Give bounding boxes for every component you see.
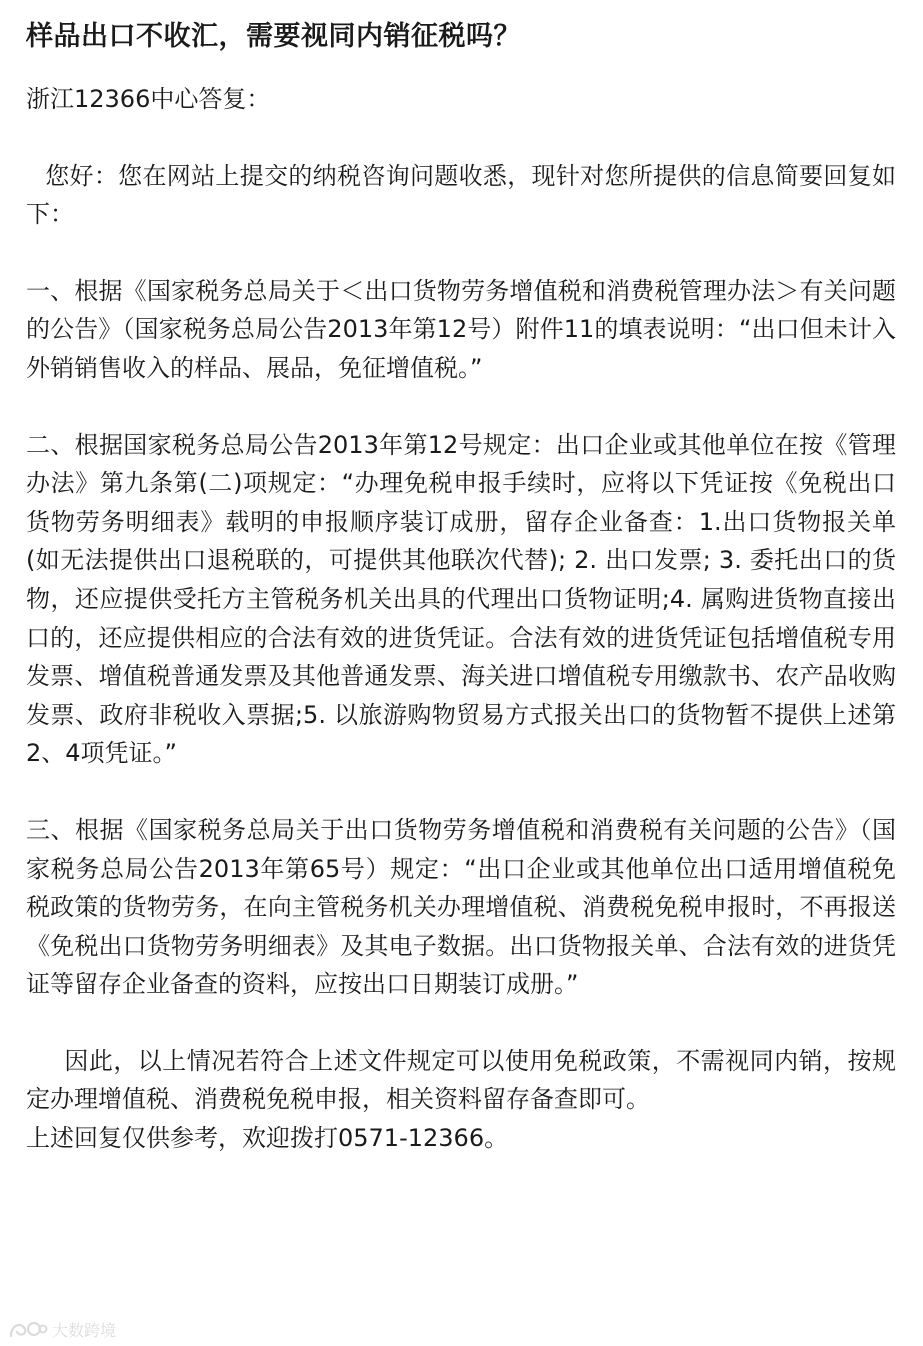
point-1-paragraph: 一、根据《国家税务总局关于＜出口货物劳务增值税和消费税管理办法＞有关问题的公告》（国家税务总局公告2013年第12号）附件11的填表说明：“出口但未计入外销销售收入的样品、展品，免征增值税。” bbox=[26, 276, 896, 382]
source-line: 浙江12366中心答复： bbox=[26, 85, 271, 113]
brand-logo-icon bbox=[8, 1318, 48, 1340]
point-2-paragraph: 二、根据国家税务总局公告2013年第12号规定：出口企业或其他单位在按《管理办法》第九条第(二)项规定：“办理免税申报手续时，应将以下凭证按《免税出口货物劳务明细表》载明的申报顺序装订成册，留存企业备查：1.出口货物报关单(如无法提供出口退税联的，可提供其他联次代替); 2. 出口发票; 3. 委托出口的货物，还应提供受托方主管税务机关出具的代理出口货物证明;4. 属购进货物直接出口的，还应提供相应的合法有效的进货凭证。合法有效的进货凭证包括增值税专用发票、增值税普通发票及其他普通发票、海关进口增值税专用缴款书、农产品收购发票、政府非税收入票据;5. 以旅游购物贸易方式报关出口的货物暂不提供上述第2、4项凭证。” bbox=[26, 430, 896, 768]
watermark bbox=[8, 1316, 116, 1342]
conclusion-paragraph: 因此，以上情况若符合上述文件规定可以使用免税政策，不需视同内销，按规定办理增值税、消费税免税申报，相关资料留存备查即可。 bbox=[26, 1046, 896, 1114]
spacer bbox=[26, 1004, 896, 1042]
watermark-text: 大数跨境 bbox=[52, 1320, 117, 1340]
greeting-paragraph: 您好：您在网站上提交的纳税咨询问题收悉，现针对您所提供的信息简要回复如下： bbox=[26, 161, 896, 229]
spacer bbox=[26, 119, 896, 157]
article-title: 样品出口不收汇，需要视同内销征税吗？ bbox=[26, 21, 521, 52]
spacer bbox=[26, 234, 896, 272]
spacer bbox=[26, 773, 896, 811]
point-3-paragraph: 三、根据《国家税务总局关于出口货物劳务增值税和消费税有关问题的公告》（国家税务总局公告2013年第65号）规定：“出口企业或其他单位出口适用增值税免税政策的货物劳务，在向主管税务机关办理增值税、消费税免税申报时，不再报送《免税出口货物劳务明细表》及其电子数据。出口货物报关单、合法有效的进货凭证等留存企业备查的资料，应按出口日期装订成册。” bbox=[26, 815, 896, 999]
spacer bbox=[26, 388, 896, 426]
footer-note: 上述回复仅供参考，欢迎拨打0571-12366。 bbox=[26, 1124, 509, 1153]
article-body bbox=[26, 14, 896, 1158]
